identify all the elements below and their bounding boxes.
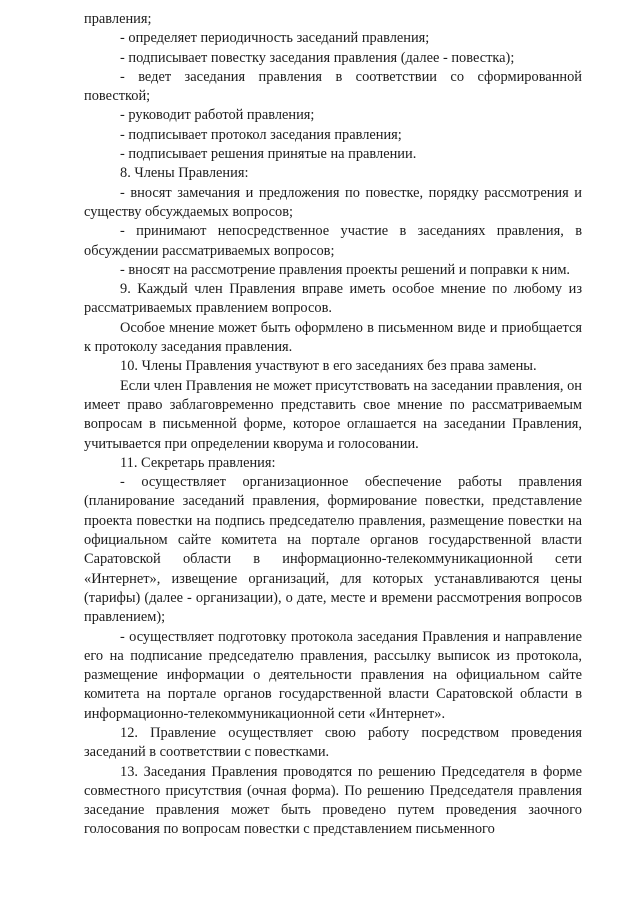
paragraph-3: - подписывает повестку заседания правления (далее - повестка); — [120, 49, 515, 66]
paragraph-13: Особое мнение может быть оформлено в письменном виде и приобщается к протоколу заседания правления. — [84, 319, 582, 356]
section-10: 10. Члены Правления участвуют в его заседаниях без права замены. — [120, 358, 537, 375]
paragraph-4: - ведет заседания правления в соответствии со сформированной повесткой; — [84, 68, 582, 105]
section-13: 13. Заседания Правления проводятся по решению Председателя в форме совместного присутствия (очная форма). По решению Председателя правления заседание правления может быть проведено путем проведения заочного голосования по вопросам повестки с представлением письменного — [84, 763, 582, 838]
paragraph-6: - подписывает протокол заседания правления; — [120, 126, 402, 143]
paragraph-11: - вносят на рассмотрение правления проекты решений и поправки к ним. — [120, 261, 571, 278]
paragraph-10: - принимают непосредственное участие в заседаниях правления, в обсуждении рассматриваемых вопросов; — [84, 223, 582, 259]
document-body — [84, 10, 582, 840]
paragraph-7: - подписывает решения принятые на правлении. — [120, 146, 417, 163]
paragraph-9: - вносят замечания и предложения по повестке, порядку рассмотрения и существу обсуждаемых вопросов; — [84, 184, 582, 220]
paragraph-18: - осуществляет подготовку протокола заседания Правления и направление его на подписание председателю правления, рассылку выписок из протокола, размещение информации о деятельности правления на официальном сайте комитета на портале органов государственной власти Саратовской области в информационно-телекоммуникационной сети «Интернет». — [84, 628, 582, 722]
paragraph-5: - руководит работой правления; — [120, 107, 315, 124]
section-9: 9. Каждый член Правления вправе иметь особое мнение по любому из рассматриваемых правлением вопросов. — [84, 281, 582, 317]
section-heading-11: 11. Секретарь правления: — [120, 454, 276, 471]
paragraph-2: - определяет периодичность заседаний правления; — [120, 30, 430, 47]
paragraph-17: - осуществляет организационное обеспечение работы правления (планирование заседаний правления, формирование повестки, представление проекта повестки на подпись председателю правления, размещение повестки на официальном сайте комитета на портале органов государственной власти Саратовской области в информационно-телекоммуникационной сети «Интернет», извещение организаций, для которых устанавливаются цены (тарифы) (далее - организации), о дате, месте и времени рассмотрения вопросов правлением); — [84, 474, 582, 626]
paragraph-1: правления; — [84, 11, 152, 27]
section-12: 12. Правление осуществляет свою работу посредством проведения заседаний в соответствии с повестками. — [84, 724, 582, 761]
section-heading-8: 8. Члены Правления: — [120, 165, 249, 182]
paragraph-15: Если член Правления не может присутствовать на заседании правления, он имеет право заблаговременно представить свое мнение по рассматриваемым вопросам в письменной форме, которое оглашается на заседании Правления, учитывается при определении кворума и голосовании. — [84, 377, 582, 452]
